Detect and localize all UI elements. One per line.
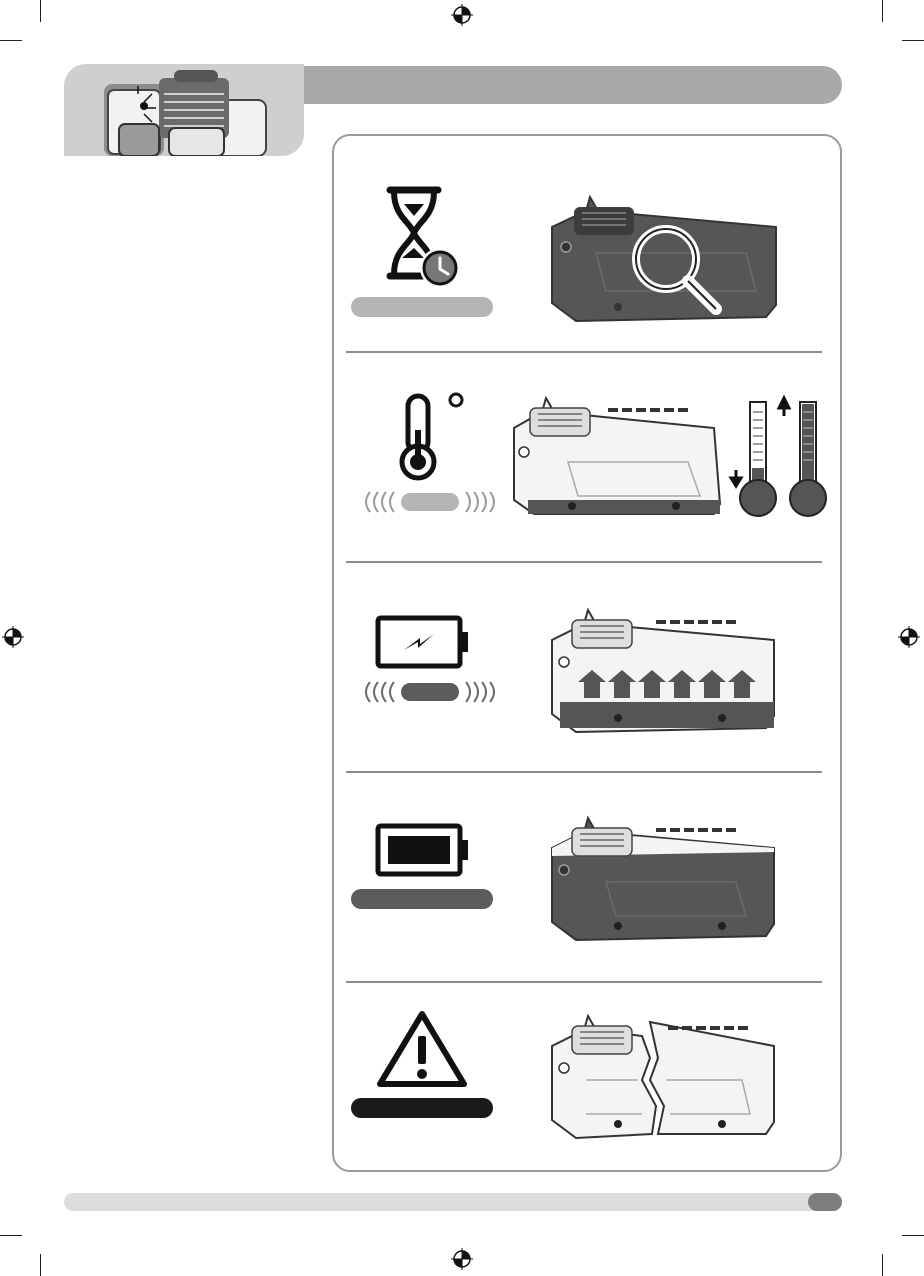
blink-waves-right-icon [460,680,498,704]
row-divider [346,351,822,353]
row-divider [346,771,822,773]
registration-mark-right-icon [898,626,920,648]
crop-mark-bl-h [0,1235,22,1236]
footer-bar [64,1193,842,1211]
hourglass-clock-icon [380,186,470,286]
battery-charging-icon [374,614,470,670]
crop-mark-tl-h [0,40,22,41]
indicator-light-blinking [401,683,459,701]
crop-mark-tr-v [882,0,883,22]
battery-charging-illustration [546,604,778,734]
blink-waves-left-icon [362,490,400,514]
battery-full-icon [374,822,470,878]
warning-icon [374,1008,470,1088]
indicator-light-blinking [401,493,459,511]
indicator-light-steady [351,297,493,317]
header-bar [290,66,842,104]
page-number-tab [808,1193,842,1211]
battery-temperature-illustration [508,392,824,522]
row-divider [346,561,822,563]
crop-mark-br-v [882,1254,883,1276]
crop-mark-bl-v [40,1254,41,1276]
battery-damaged-illustration [546,1010,778,1140]
row-divider [346,981,822,983]
registration-mark-left-icon [2,626,24,648]
header-product-photo [64,64,304,156]
blink-waves-right-icon [460,490,498,514]
registration-mark-top-icon [451,4,473,26]
indicator-light-steady [351,889,493,909]
indicator-light-steady [351,1098,493,1118]
battery-full-illustration [546,812,778,942]
battery-inspect-illustration [546,193,778,323]
crop-mark-br-h [902,1235,924,1236]
registration-mark-bottom-icon [451,1248,473,1270]
crop-mark-tl-v [40,0,41,22]
blink-waves-left-icon [362,680,400,704]
crop-mark-tr-h [902,40,924,41]
thermometer-icon [396,390,470,480]
